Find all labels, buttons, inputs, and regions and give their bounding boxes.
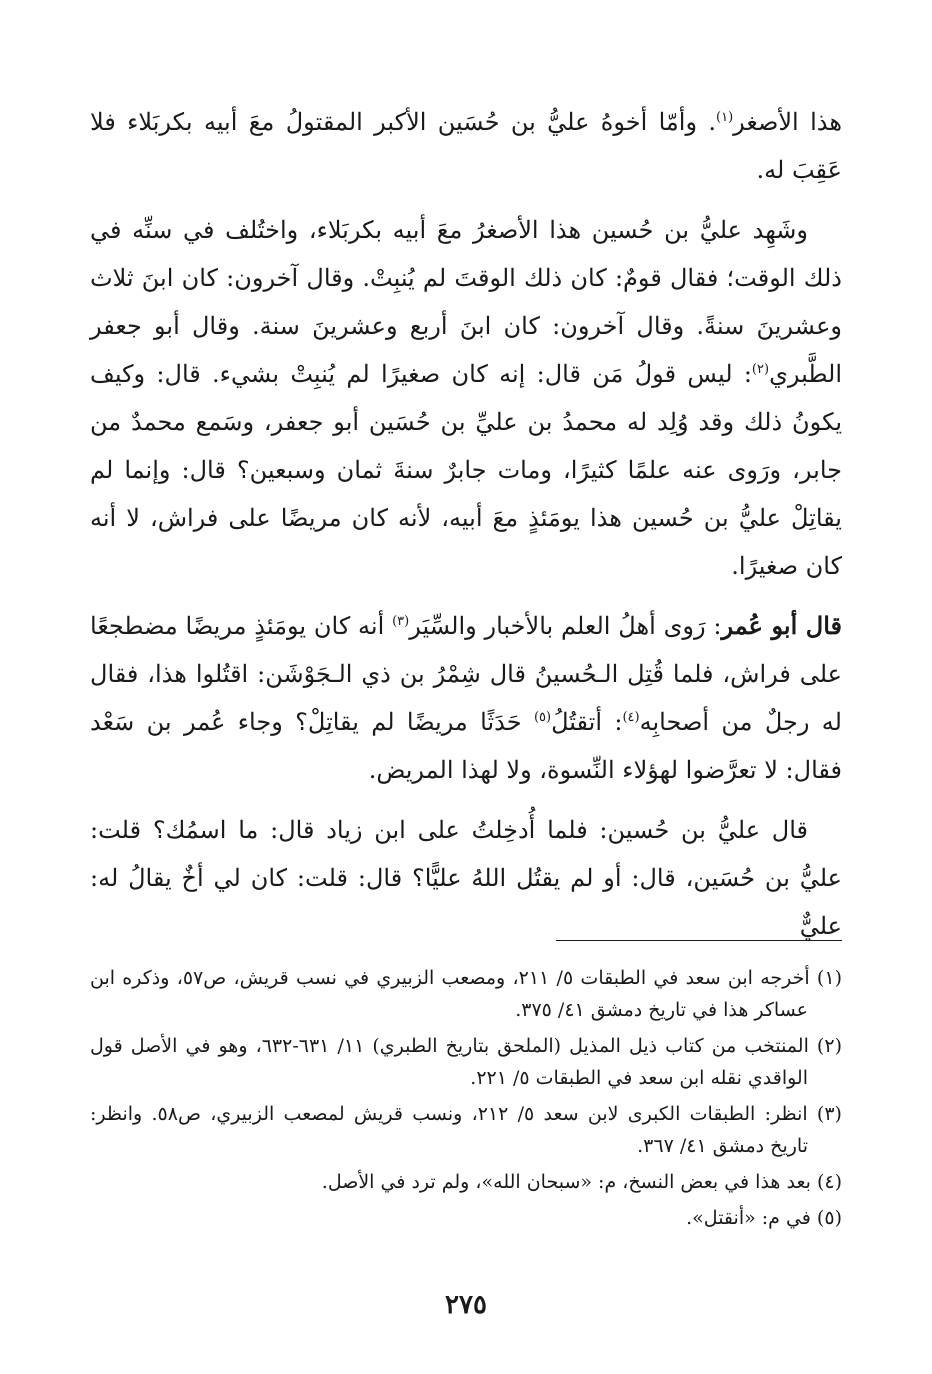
footnote-4: (٤) بعد هذا في بعض النسخ، م: «سبحان الله»، ولم ترد في الأصل. — [321, 1171, 842, 1193]
text-run: . وأمّا أخوهُ عليُّ بن حُسَين الأكبر المقتولُ معَ أبيه بكربَلاء فلا عَقِبَ له. — [90, 108, 842, 184]
text-run: وشَهِد عليُّ بن حُسين هذا الأصغرُ معَ أبيه بكربَلاء، واختُلف في سنِّه في ذلك الوقت؛ فقال قومٌ: كان ذلك الوقتَ لم يُنبِتْ. وقال آخرون: كان ابنَ ثلاث وعشرينَ سنةً. وقال آخرون: كان ابنَ أربع وعشرينَ سنة. وقال أبو جعفر الطَّبري — [90, 216, 842, 388]
footnote-ref-1[interactable]: (١) — [716, 110, 734, 125]
footnote-2: (٢) المنتخب من كتاب ذيل المذيل (الملحق بتاريخ الطبري) ١١/ ٦٣١-٦٣٢، وهو في الأصل قول الواقدي نقله ابن سعد في الطبقات ٥/ ٢٢١. — [90, 1035, 842, 1089]
footnote-1: (١) أخرجه ابن سعد في الطبقات ٥/ ٢١١، ومصعب الزبيري في نسب قريش، ص٥٧، وذكره ابن عساكر هذا في تاريخ دمشق ٤١/ ٣٧٥. — [90, 967, 842, 1021]
footnote-separator — [556, 940, 842, 941]
text-run: : أتقتُلُ — [551, 708, 623, 736]
footnote-3: (٣) انظر: الطبقات الكبرى لابن سعد ٥/ ٢١٢، ونسب قريش لمصعب الزبيري، ص٥٨. وانظر: تاريخ دمشق ٤١/ ٣٦٧. — [90, 1103, 842, 1157]
text-run: أنه كان يومَئذٍ مريضًا مضطجعًا على فراش، فلما قُتِل الـحُسينُ قال شِمْرُ بن ذي الـجَوْشَن: اقتُلوا هذا، فقال له رجلٌ من أصحابِه — [90, 612, 842, 736]
footnote-ref-5[interactable]: (٥) — [533, 710, 552, 725]
page-number: ٢٧٥ — [445, 1290, 487, 1320]
main-text — [90, 98, 842, 962]
paragraph-2 — [90, 206, 842, 590]
text-run: : ليس قولُ مَن قال: إنه كان صغيرًا لم يُنبِتْ بشيء. قال: وكيف يكونُ ذلك وقد وُلِد له محمدُ بن عليِّ بن حُسَين أبو جعفر، وسَمع محمدٌ من جابر، ورَوى عنه علمًا كثيرًا، ومات جابرٌ سنةَ ثمان وسبعين؟ قال: وإنما لم يقاتِلْ عليُّ بن حُسين هذا يومَئذٍ معَ أبيه، لأنه كان مريضًا على فراش، لا أنه كان صغيرًا. — [90, 360, 842, 580]
text-run: هذا الأصغر — [733, 108, 842, 136]
text-run: قال عليُّ بن حُسين: فلما أُدخِلتُ على ابن زياد قال: ما اسمُك؟ قلت: عليُّ بن حُسَين، قال: أو لم يقتُل اللهُ عليًّا؟ قال: قلت: كان لي أخٌ يقالُ له: عليٌّ — [90, 816, 842, 940]
footnotes — [90, 962, 842, 1238]
footnote-5: (٥) في م: «أنقتل». — [686, 1207, 842, 1229]
paragraph-3 — [90, 602, 842, 794]
text-run: حَدَثًا مريضًا لم يقاتِلْ؟ وجاء عُمر بن سَعْد فقال: لا تعرَّضوا لهؤلاء النِّسوة، ولا لهذا المريض. — [90, 708, 842, 784]
speaker-lead: قال أبو عُمر — [721, 611, 842, 640]
footnote-ref-4[interactable]: (٤) — [622, 710, 640, 725]
footnote-ref-3[interactable]: (٣) — [392, 614, 410, 629]
footnote-ref-2[interactable]: (٢) — [751, 362, 770, 377]
paragraph-1 — [90, 98, 842, 194]
text-run: : رَوى أهلُ العلم بالأخبار والسِّيَر — [409, 612, 722, 640]
paragraph-4 — [90, 806, 842, 950]
